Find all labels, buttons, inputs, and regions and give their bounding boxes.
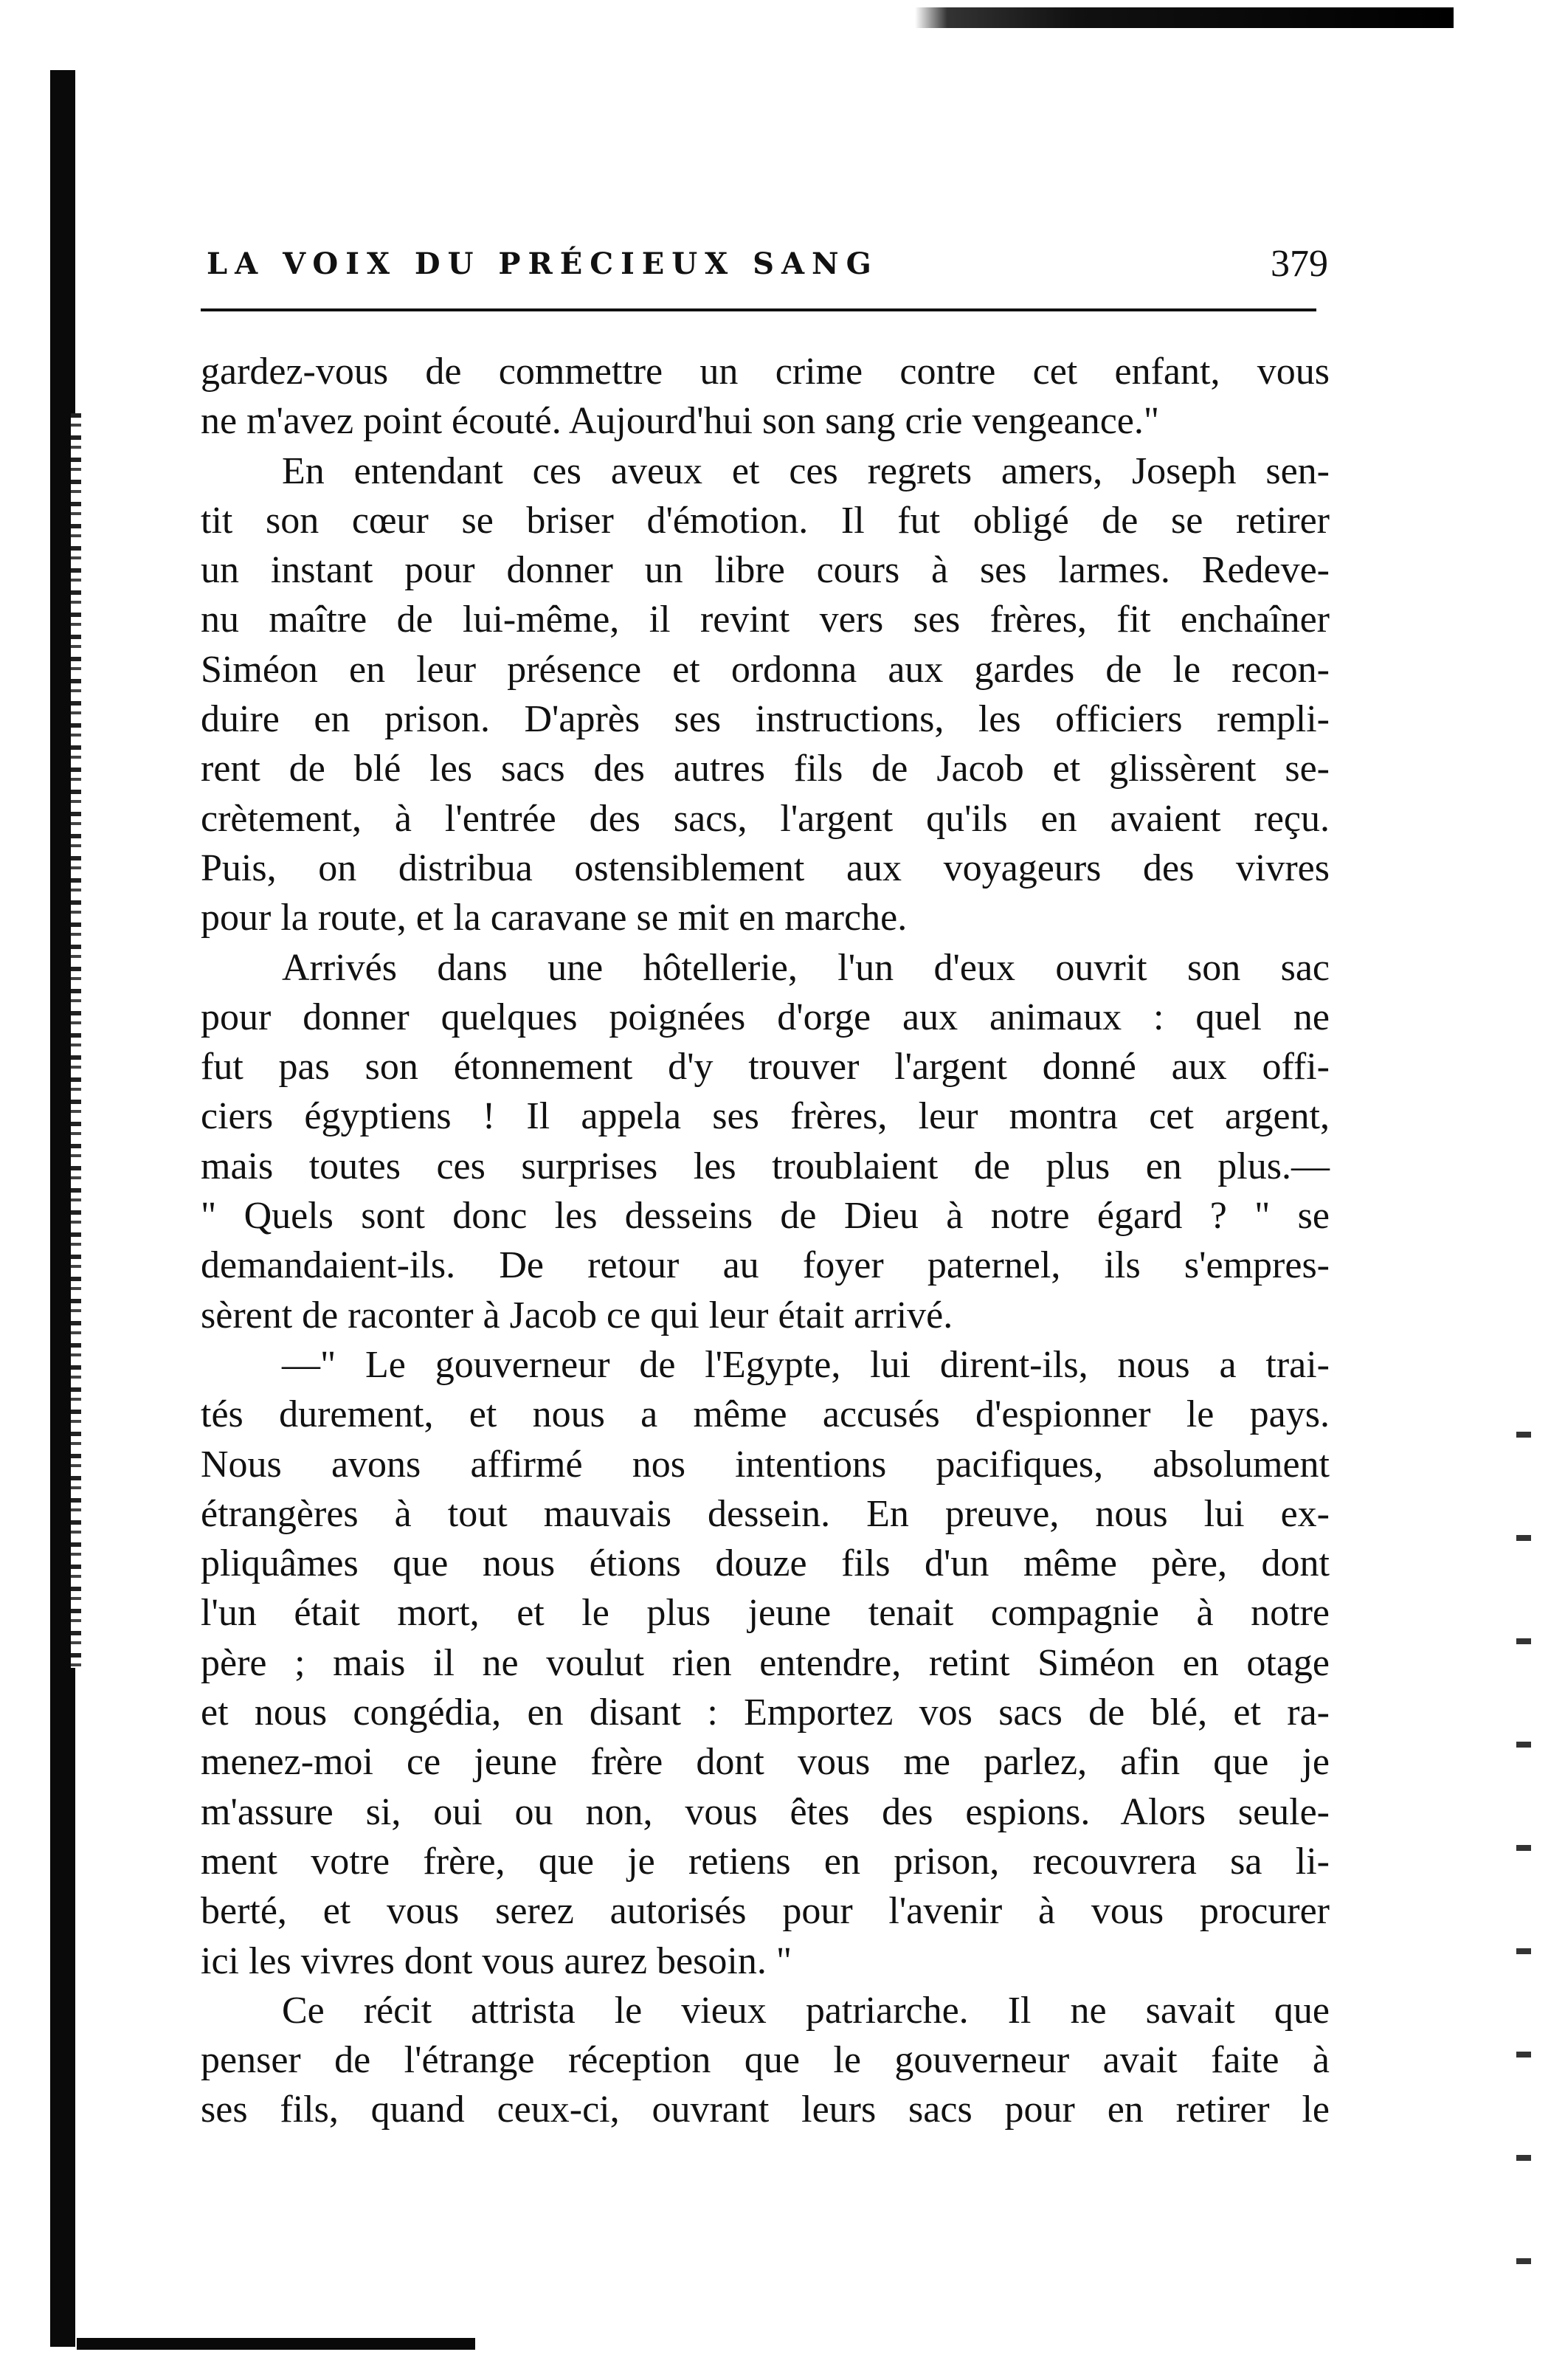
- text-line: gardez-vous de commettre un crime contre cet enfant, vous: [201, 351, 1330, 393]
- text-line: demandaient-ils. De retour au foyer paternel, ils s'empres-: [201, 1244, 1330, 1287]
- text-line: ses fils, quand ceux-ci, ouvrant leurs sacs pour en retirer le: [201, 2088, 1330, 2131]
- text-line: fut pas son étonnement d'y trouver l'argent donné aux offi-: [201, 1046, 1330, 1089]
- text-line: nu maître de lui-même, il revint vers ses frères, fit enchaîner: [201, 599, 1330, 641]
- text-line: rent de blé les sacs des autres fils de Jacob et glissèrent se-: [201, 748, 1330, 790]
- text-line: —" Le gouverneur de l'Egypte, lui dirent-ils, nous a trai-: [282, 1343, 1330, 1386]
- text-line: m'assure si, oui ou non, vous êtes des espions. Alors seule-: [201, 1790, 1330, 1833]
- body-text: [201, 347, 1330, 2135]
- text-line: étrangères à tout mauvais dessein. En preuve, nous lui ex-: [201, 1492, 1330, 1535]
- scan-artifact-left-ragged-edge: [71, 413, 81, 1668]
- text-line: crètement, à l'entrée des sacs, l'argent qu'ils en avaient reçu.: [201, 797, 1330, 840]
- text-line: menez-moi ce jeune frère dont vous me parlez, afin que je: [201, 1741, 1330, 1784]
- text-line: Arrivés dans une hôtellerie, l'un d'eux ouvrit son sac: [282, 946, 1330, 989]
- text-line: l'un était mort, et le plus jeune tenait compagnie à notre: [201, 1592, 1330, 1635]
- text-line: ment votre frère, que je retiens en prison, recouvrera sa li-: [201, 1840, 1330, 1883]
- running-title: LA VOIX DU PRÉCIEUX SANG: [207, 246, 879, 281]
- text-line: mais toutes ces surprises les troublaient de plus en plus.—: [201, 1145, 1330, 1187]
- text-line: Ce récit attrista le vieux patriarche. Il ne savait que: [282, 1989, 1330, 2032]
- text-line: duire en prison. D'après ses instructions, les officiers rempli-: [201, 698, 1330, 741]
- text-line: et nous congédia, en disant : Emportez vos sacs de blé, et ra-: [201, 1691, 1330, 1734]
- text-line: ciers égyptiens ! Il appela ses frères, leur montra cet argent,: [201, 1095, 1330, 1138]
- scan-artifact-right-specks: [1516, 1380, 1531, 2288]
- scan-artifact-top-bar: [915, 7, 1454, 28]
- text-line: sèrent de raconter à Jacob ce qui leur était arrivé.: [201, 1294, 953, 1336]
- text-line: père ; mais il ne voulut rien entendre, retint Siméon en otage: [201, 1641, 1330, 1684]
- text-line: un instant pour donner un libre cours à ses larmes. Redeve-: [201, 549, 1330, 592]
- text-line: berté, et vous serez autorisés pour l'avenir à vous procurer: [201, 1890, 1330, 1933]
- running-head: [207, 238, 1328, 289]
- header-rule: [201, 308, 1316, 311]
- text-line: " Quels sont donc les desseins de Dieu à notre égard ? " se: [201, 1195, 1330, 1238]
- text-line: En entendant ces aveux et ces regrets amers, Joseph sen-: [282, 449, 1330, 492]
- text-line: ne m'avez point écouté. Aujourd'hui son sang crie vengeance.": [201, 400, 1160, 443]
- page-number: 379: [1271, 242, 1328, 285]
- scan-artifact-bottom-line: [77, 2338, 475, 2350]
- text-line: tit son cœur se briser d'émotion. Il fut obligé de se retirer: [201, 499, 1330, 542]
- text-line: ici les vivres dont vous aurez besoin. ": [201, 1939, 792, 1982]
- text-line: Puis, on distribua ostensiblement aux voyageurs des vivres: [201, 846, 1330, 889]
- text-line: Siméon en leur présence et ordonna aux gardes de le recon-: [201, 648, 1330, 691]
- text-line: tés durement, et nous a même accusés d'espionner le pays.: [201, 1393, 1330, 1436]
- text-line: pliquâmes que nous étions douze fils d'un même père, dont: [201, 1542, 1330, 1585]
- text-line: pour la route, et la caravane se mit en marche.: [201, 897, 908, 939]
- text-line: penser de l'étrange réception que le gouverneur avait faite à: [201, 2039, 1330, 2082]
- text-line: pour donner quelques poignées d'orge aux animaux : quel ne: [201, 996, 1330, 1038]
- text-line: Nous avons affirmé nos intentions pacifiques, absolument: [201, 1443, 1330, 1486]
